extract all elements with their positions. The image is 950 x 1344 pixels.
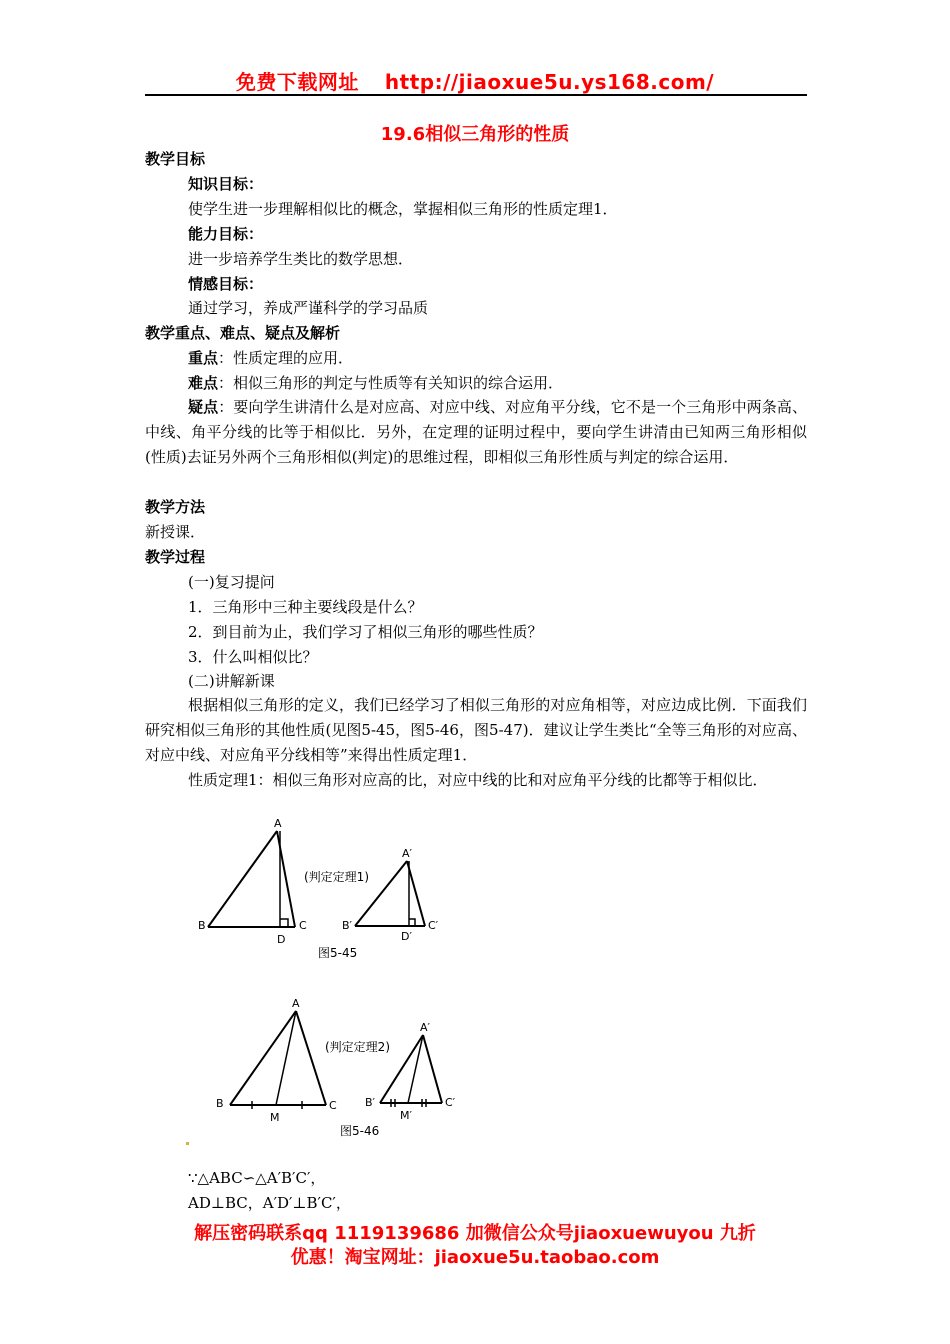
fig46-caption: 图5-46 [340,1124,380,1138]
fig46-label-b2: B′ [365,1096,376,1109]
fig45-side-ab [208,831,277,927]
fig45-label-a2: A′ [402,847,413,860]
review-heading: (一)复习提问 [188,573,275,591]
fig46-side-ac [296,1011,326,1105]
fig46-theorem-label: (判定定理2) [325,1040,390,1054]
fig45-label-c: C [299,919,307,932]
fig46-label-c: C [329,1099,337,1112]
theorem-paragraph: 性质定理1：相似三角形对应高的比，对应中线的比和对应角平分线的比都等于相似比． [188,771,768,789]
lesson-paragraph: 根据相似三角形的定义，我们已经学习了相似三角形的对应角相等，对应边成比例．下面我们研究相似三角形的其他性质(见图5-45，图5-46，图5-47)．建议让学生类比“全等三角形的对应高、对应中线、对应角平分线相等”来得出性质定理1． [145,696,807,764]
hard-label: 难点 [188,374,219,392]
proof-line-2: AD⊥BC，A′D′⊥B′C′， [188,1194,351,1212]
knowledge-label: 知识目标： [188,175,264,193]
page-title: 19.6相似三角形的性质 [380,124,570,145]
key-label: 重点 [188,349,219,367]
hard-text: ：相似三角形的判定与性质等有关知识的综合运用． [218,374,564,392]
page-header [145,66,805,94]
proof-line-1: ∵△ABC∽△A′B′C′， [188,1169,326,1187]
doubt-paragraph [145,395,807,470]
fig45-theorem-label: (判定定理1) [304,870,369,884]
fig45-label-b2: B′ [342,919,353,932]
question-1: 1．三角形中三种主要线段是什么？ [188,598,423,616]
fig45-label-c2: C′ [428,919,439,932]
fig46-label-m: M [270,1111,280,1124]
fig46-label-b: B [216,1097,224,1110]
key-point [188,348,353,368]
fig45-label-d: D [277,933,286,946]
goals-heading: 教学目标 [145,150,206,168]
header-title: 免费下载网址 [235,70,359,94]
emotion-label: 情感目标： [188,275,264,293]
hard-point [188,373,563,393]
newlesson-heading: (二)讲解新课 [188,672,275,690]
question-3: 3．什么叫相似比？ [188,648,318,666]
question-2: 2．到目前为止，我们学习了相似三角形的哪些性质？ [188,623,543,641]
emotion-text: 通过学习，养成严谨科学的学习品质 [188,299,429,317]
method-text: 新授课． [145,523,206,541]
keypoints-heading: 教学重点、难点、疑点及解析 [145,324,341,342]
fig46-label-c2: C′ [445,1096,456,1109]
fig46-label-m2: M′ [400,1109,412,1122]
fig45-label-a: A [274,817,282,830]
fig46-label-a2: A′ [420,1021,431,1034]
doubt-text: ：要向学生讲清什么是对应高、对应中线、对应角平分线，它不是一个三角形中两条高、中线、角平分线的比等于相似比．另外，在定理的证明过程中，要向学生讲清由已知两三角形相似(性质)去证另外两个三角形相似(判定)的思维过程，即相似三角形性质与判定的综合运用． [145,398,807,466]
fig45-right-angle [280,919,288,927]
header-url-link[interactable]: http://jiaoxue5u.ys168.com/ [384,70,715,94]
fig45-label-b: B [198,919,206,932]
ability-text: 进一步培养学生类比的数学思想． [188,250,414,268]
knowledge-text: 使学生进一步理解相似比的概念，掌握相似三角形的性质定理1． [188,200,618,218]
process-heading: 教学过程 [145,548,206,566]
stray-mark [186,1142,189,1145]
footer-line-2: 优惠！淘宝网址：jiaoxue5u.taobao.com [290,1247,660,1268]
ability-label: 能力目标： [188,225,264,243]
fig45-caption: 图5-45 [318,946,358,960]
footer-line-1: 解压密码联系qq 1119139686 加微信公众号jiaoxuewuyou 九折 [194,1223,756,1244]
method-heading: 教学方法 [145,498,206,516]
fig45-label-d2: D′ [401,930,412,943]
fig45-right-angle-2 [409,919,415,926]
figure-5-45 [190,815,460,965]
header-rule [145,94,807,96]
fig46-side-a2c2 [423,1035,442,1103]
key-text: ：性质定理的应用． [218,349,354,367]
figure-5-46 [210,995,470,1145]
fig46-label-a: A [292,997,300,1010]
doubt-label: 疑点 [188,398,219,416]
